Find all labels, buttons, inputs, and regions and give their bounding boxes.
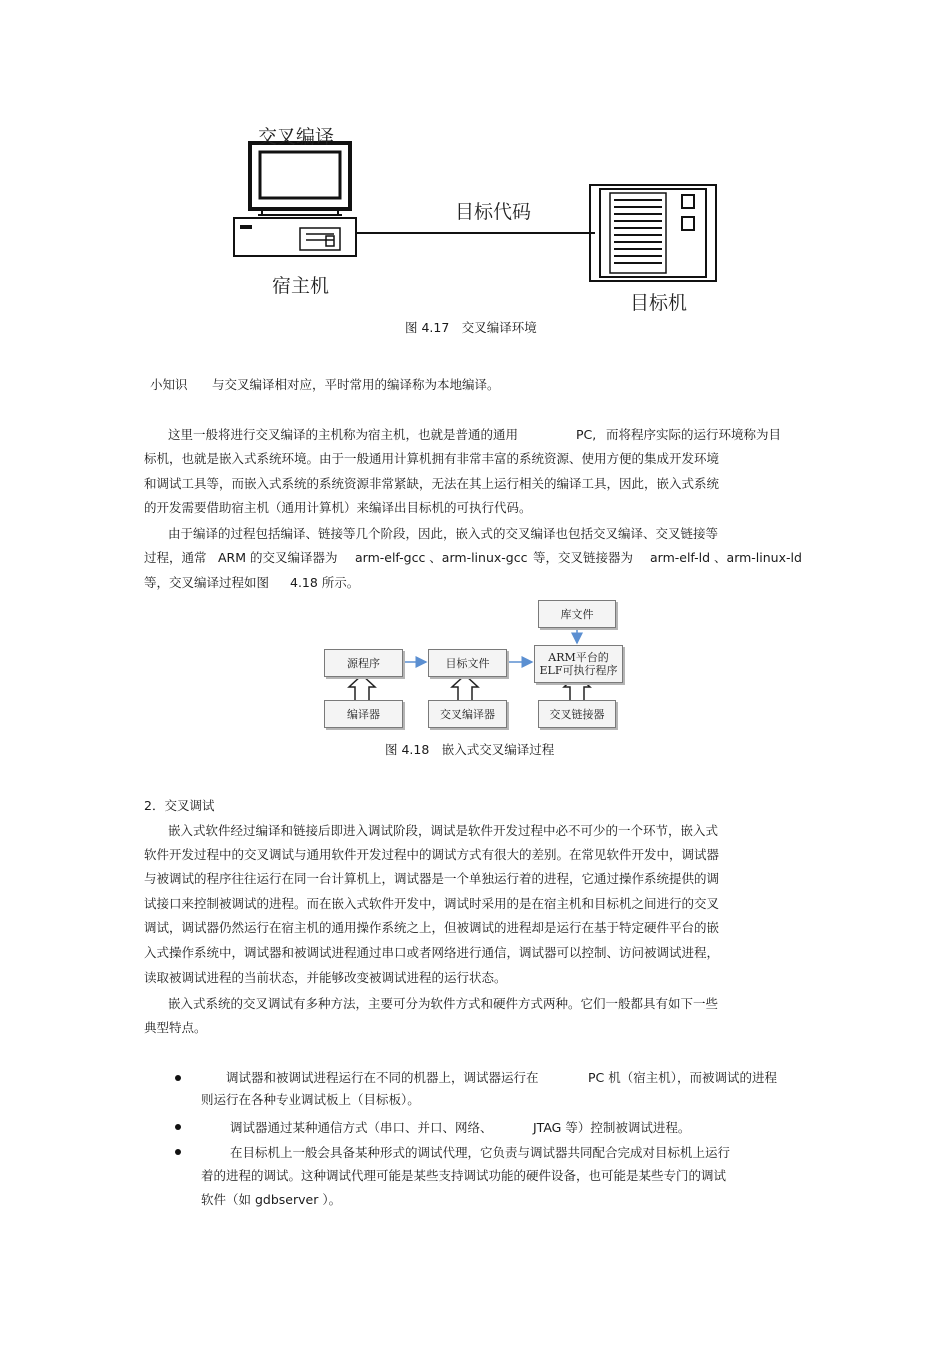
flow-box-cross-linker: 交叉链接器 [538,700,616,728]
text-line: 与被调试的程序往往运行在同一台计算机上，调试器是一个单独运行着的进程，它通过操作系统提供的调 [144,871,720,886]
flow-box-library: 库文件 [538,600,616,628]
text-line: 入式操作系统中，调试器和被调试进程通过串口或者网络进行通信，调试器可以控制、访问被调试进程， [144,945,720,960]
text-line: 试接口来控制被调试的进程。而在嵌入式软件开发中，调试时采用的是在宿主机和目标机之间进行的交叉 [144,896,720,911]
bullet-dot [175,1149,181,1155]
figure-caption: 图 4.18 嵌入式交叉编译过程 [385,742,555,757]
text-line: 过程，通常 [144,550,207,565]
host-label: 宿主机 [272,275,330,297]
text-line: 等，交叉链接器为 [533,550,634,565]
text-line: 嵌入式软件经过编译和链接后即进入调试阶段，调试是软件开发过程中必不可少的一个环节，嵌入式 [168,823,719,838]
tip-label: 小知识 [150,377,188,392]
target-label: 目标机 [630,292,688,314]
text-line: 典型特点。 [144,1020,207,1035]
flow-box-cross-compiler: 交叉编译器 [428,700,507,728]
text-line: 等，交叉编译过程如图 [144,575,270,590]
text-line: 在目标机上一般会具备某种形式的调试代理，它负责与调试器共同配合完成对目标机上运行 [230,1145,731,1160]
text-line: 着的进程的调试。这种调试代理可能是某些支持调试功能的硬件设备，也可能是某些专门的调试 [201,1168,727,1183]
text-line: 和调试工具等，而嵌入式系统的系统资源非常紧缺，无法在其上运行相关的编译工具，因此，嵌入式系统 [144,476,720,491]
bullet-dot [175,1124,181,1130]
text-line: 标机，也就是嵌入式系统环境。由于一般通用计算机拥有非常丰富的系统资源、使用方便的集成开发环境 [144,451,720,466]
host-computer-illustration [230,140,360,260]
figure-caption: 图 4.17 交叉编译环境 [405,320,537,335]
text-line: 软件开发过程中的交叉调试与通用软件开发过程中的调试方式有很大的差别。在常见软件开发中，调试器 [144,847,720,862]
text-line: arm-elf-gcc 、arm-linux-gcc [355,550,528,565]
flow-box-elf-line2: ELF可执行程序 [539,664,618,677]
text-line: 嵌入式系统的交叉调试有多种方法，主要可分为软件方式和硬件方式两种。它们一般都具有如下一些 [168,996,719,1011]
tip-text: 与交叉编译相对应，平时常用的编译称为本地编译。 [212,377,500,392]
flow-box-elf [534,645,623,683]
text-line: 软件（如 gdbserver ）。 [201,1192,342,1207]
text-line: 调试，调试器仍然运行在宿主机的通用操作系统之上，但被调试的进程却是运行在基于特定硬件平台的嵌 [144,920,720,935]
bullet-dot [175,1075,181,1081]
text-line: 调试器和被调试进程运行在不同的机器上，调试器运行在 [226,1070,539,1085]
text-line: PC, [576,427,597,442]
text-line: 的开发需要借助宿主机（通用计算机）来编译出目标机的可执行代码。 [144,500,532,515]
section-heading: 2．交叉调试 [144,798,215,813]
text-line: PC 机（宿主机），而被调试的进程 [588,1070,777,1085]
text-line: arm-elf-ld 、arm-linux-ld [650,550,802,565]
text-line: 读取被调试进程的当前状态，并能够改变被调试进程的运行状态。 [144,970,507,985]
flow-box-object: 目标文件 [428,649,507,677]
text-line: ARM 的交叉编译器为 [218,550,338,565]
target-machine-illustration [588,183,718,283]
text-line: 调试器通过某种通信方式（串口、并口、网络、 [230,1120,493,1135]
text-line: 4.18 所示。 [290,575,360,590]
text-line: 则运行在各种专业调试板上（目标板）。 [201,1092,420,1107]
cross-compile-label: 交叉编译 [258,126,335,148]
text-line: 由于编译的过程包括编译、链接等几个阶段，因此，嵌入式的交叉编译也包括交叉编译、交叉链接等 [168,526,719,541]
flow-box-elf-line1: ARM平台的 [548,651,609,664]
target-code-label: 目标代码 [455,201,532,223]
flow-box-source: 源程序 [324,649,403,677]
text-line: JTAG 等）控制被调试进程。 [533,1120,691,1135]
flow-box-compiler: 编译器 [324,700,403,728]
text-line: 这里一般将进行交叉编译的主机称为宿主机，也就是普通的通用 [168,427,519,442]
connection-line [355,230,595,236]
text-line: 而将程序实际的运行环境称为目 [606,427,782,442]
